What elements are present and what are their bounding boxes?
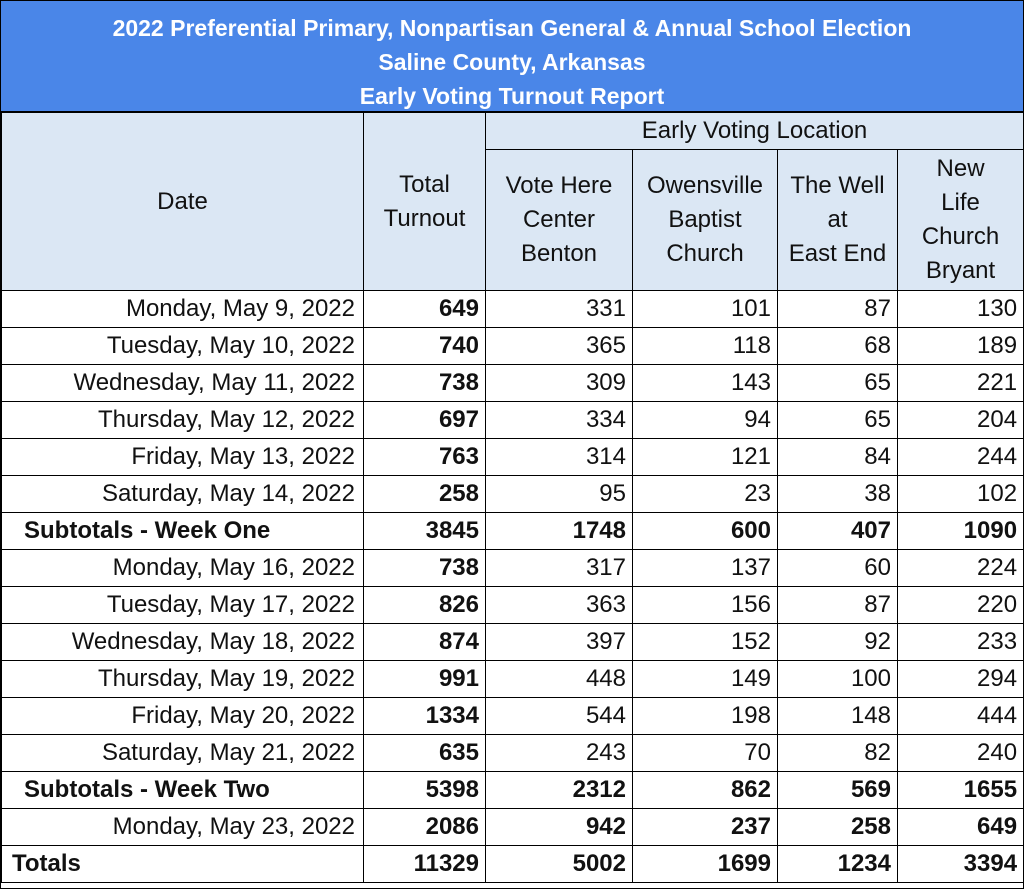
cell-owensville-baptist: 1699 — [633, 846, 778, 883]
cell-owensville-baptist: 118 — [633, 328, 778, 365]
cell-new-life-bryant: 240 — [898, 735, 1024, 772]
table-row — [2, 624, 1024, 661]
cell-total: 5398 — [364, 772, 486, 809]
cell-the-well-east-end: 82 — [778, 735, 898, 772]
cell-owensville-baptist: 198 — [633, 698, 778, 735]
cell-the-well-east-end: 258 — [778, 809, 898, 846]
header-location: The Well at East End — [778, 150, 898, 291]
cell-owensville-baptist: 143 — [633, 365, 778, 402]
table-row — [2, 402, 1024, 439]
cell-vote-here-benton: 397 — [486, 624, 633, 661]
cell-new-life-bryant: 220 — [898, 587, 1024, 624]
cell-total: 826 — [364, 587, 486, 624]
table-row — [2, 809, 1024, 846]
cell-vote-here-benton: 363 — [486, 587, 633, 624]
cell-new-life-bryant: 1090 — [898, 513, 1024, 550]
cell-owensville-baptist: 237 — [633, 809, 778, 846]
cell-new-life-bryant: 224 — [898, 550, 1024, 587]
cell-the-well-east-end: 38 — [778, 476, 898, 513]
cell-total: 649 — [364, 291, 486, 328]
header-location: New Life Church Bryant — [898, 150, 1024, 291]
cell-vote-here-benton: 942 — [486, 809, 633, 846]
cell-date: Monday, May 23, 2022 — [2, 809, 364, 846]
report-title-block — [1, 1, 1023, 112]
cell-the-well-east-end: 92 — [778, 624, 898, 661]
cell-date: Friday, May 13, 2022 — [2, 439, 364, 476]
cell-new-life-bryant: 130 — [898, 291, 1024, 328]
cell-vote-here-benton: 1748 — [486, 513, 633, 550]
cell-total: 635 — [364, 735, 486, 772]
cell-date: Thursday, May 12, 2022 — [2, 402, 364, 439]
table-row — [2, 587, 1024, 624]
cell-total: 738 — [364, 550, 486, 587]
cell-the-well-east-end: 100 — [778, 661, 898, 698]
cell-owensville-baptist: 121 — [633, 439, 778, 476]
cell-the-well-east-end: 60 — [778, 550, 898, 587]
cell-date: Friday, May 20, 2022 — [2, 698, 364, 735]
header-date: Date — [2, 113, 364, 291]
cell-new-life-bryant: 294 — [898, 661, 1024, 698]
cell-owensville-baptist: 94 — [633, 402, 778, 439]
table-row — [2, 439, 1024, 476]
cell-date: Thursday, May 19, 2022 — [2, 661, 364, 698]
table-row — [2, 365, 1024, 402]
cell-total: 3845 — [364, 513, 486, 550]
cell-vote-here-benton: 317 — [486, 550, 633, 587]
cell-vote-here-benton: 331 — [486, 291, 633, 328]
cell-the-well-east-end: 87 — [778, 291, 898, 328]
table-row — [2, 735, 1024, 772]
cell-total: 1334 — [364, 698, 486, 735]
cell-total: 991 — [364, 661, 486, 698]
cell-owensville-baptist: 137 — [633, 550, 778, 587]
cell-date: Wednesday, May 18, 2022 — [2, 624, 364, 661]
header-location: Owensville Baptist Church — [633, 150, 778, 291]
cell-new-life-bryant: 244 — [898, 439, 1024, 476]
cell-date: Saturday, May 14, 2022 — [2, 476, 364, 513]
cell-new-life-bryant: 189 — [898, 328, 1024, 365]
cell-date: Totals — [2, 846, 364, 883]
cell-new-life-bryant: 102 — [898, 476, 1024, 513]
cell-owensville-baptist: 101 — [633, 291, 778, 328]
cell-date: Tuesday, May 17, 2022 — [2, 587, 364, 624]
report-subtitle: Early Voting Turnout Report — [359, 83, 665, 109]
cell-owensville-baptist: 149 — [633, 661, 778, 698]
cell-owensville-baptist: 70 — [633, 735, 778, 772]
cell-owensville-baptist: 600 — [633, 513, 778, 550]
cell-new-life-bryant: 221 — [898, 365, 1024, 402]
cell-owensville-baptist: 862 — [633, 772, 778, 809]
subtotal-row — [2, 772, 1024, 809]
report-county: Saline County, Arkansas — [378, 49, 646, 75]
cell-owensville-baptist: 156 — [633, 587, 778, 624]
cell-date: Subtotals - Week One — [2, 513, 364, 550]
cell-date: Monday, May 9, 2022 — [2, 291, 364, 328]
cell-date: Wednesday, May 11, 2022 — [2, 365, 364, 402]
cell-vote-here-benton: 2312 — [486, 772, 633, 809]
cell-date: Monday, May 16, 2022 — [2, 550, 364, 587]
cell-the-well-east-end: 87 — [778, 587, 898, 624]
totals-row — [2, 846, 1024, 883]
cell-total: 697 — [364, 402, 486, 439]
cell-new-life-bryant: 204 — [898, 402, 1024, 439]
cell-vote-here-benton: 544 — [486, 698, 633, 735]
cell-the-well-east-end: 68 — [778, 328, 898, 365]
header-location: Vote Here Center Benton — [486, 150, 633, 291]
cell-new-life-bryant: 3394 — [898, 846, 1024, 883]
cell-owensville-baptist: 152 — [633, 624, 778, 661]
cell-total: 2086 — [364, 809, 486, 846]
cell-the-well-east-end: 569 — [778, 772, 898, 809]
cell-vote-here-benton: 95 — [486, 476, 633, 513]
table-row — [2, 698, 1024, 735]
cell-owensville-baptist: 23 — [633, 476, 778, 513]
cell-total: 738 — [364, 365, 486, 402]
cell-vote-here-benton: 243 — [486, 735, 633, 772]
cell-new-life-bryant: 444 — [898, 698, 1024, 735]
cell-vote-here-benton: 309 — [486, 365, 633, 402]
cell-the-well-east-end: 84 — [778, 439, 898, 476]
report-title: 2022 Preferential Primary, Nonpartisan General & Annual School Election — [112, 15, 912, 41]
cell-the-well-east-end: 407 — [778, 513, 898, 550]
table-row — [2, 476, 1024, 513]
cell-date: Saturday, May 21, 2022 — [2, 735, 364, 772]
cell-total: 740 — [364, 328, 486, 365]
cell-date: Subtotals - Week Two — [2, 772, 364, 809]
subtotal-row — [2, 513, 1024, 550]
header-total-turnout: Total Turnout — [364, 113, 486, 291]
turnout-table — [1, 112, 1024, 883]
cell-the-well-east-end: 1234 — [778, 846, 898, 883]
cell-total: 763 — [364, 439, 486, 476]
table-row — [2, 291, 1024, 328]
table-row — [2, 661, 1024, 698]
cell-total: 11329 — [364, 846, 486, 883]
cell-vote-here-benton: 365 — [486, 328, 633, 365]
cell-vote-here-benton: 5002 — [486, 846, 633, 883]
table-row — [2, 328, 1024, 365]
cell-the-well-east-end: 148 — [778, 698, 898, 735]
cell-the-well-east-end: 65 — [778, 365, 898, 402]
cell-total: 874 — [364, 624, 486, 661]
cell-new-life-bryant: 233 — [898, 624, 1024, 661]
cell-new-life-bryant: 649 — [898, 809, 1024, 846]
header-location-group: Early Voting Location — [486, 113, 1024, 150]
cell-new-life-bryant: 1655 — [898, 772, 1024, 809]
table-row — [2, 550, 1024, 587]
cell-vote-here-benton: 334 — [486, 402, 633, 439]
cell-date: Tuesday, May 10, 2022 — [2, 328, 364, 365]
cell-vote-here-benton: 314 — [486, 439, 633, 476]
cell-the-well-east-end: 65 — [778, 402, 898, 439]
cell-total: 258 — [364, 476, 486, 513]
cell-vote-here-benton: 448 — [486, 661, 633, 698]
